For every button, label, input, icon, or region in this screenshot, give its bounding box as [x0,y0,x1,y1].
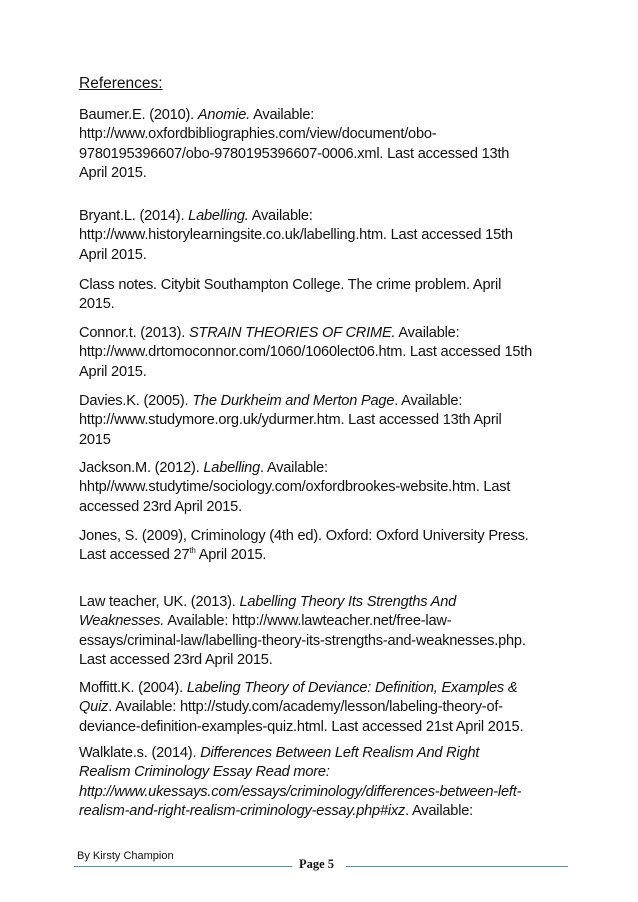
ref-text-line: Class notes. Citybit Southampton College. The crime problem. April [79,277,502,293]
ref-date-line: 2015. [79,296,115,313]
ref-title: Labelling [203,460,260,476]
ref-author: Baumer.E. (2010). [79,107,198,123]
reference-entry [79,106,569,183]
reference-entry [79,593,569,670]
references-heading: References: [79,75,163,92]
reference-entry [79,207,569,265]
ref-author: Law teacher, UK. (2013). [79,594,240,610]
ref-date-line: 2015 [79,431,111,448]
ref-author: Davies.K. (2005). [79,393,193,409]
ref-url-line: essays/criminal-law/labelling-theory-its-strengths-and-weaknesses.php. [79,632,526,649]
footer-rule-left [74,866,292,867]
ref-author: Moffitt.K. (2004). [79,680,187,696]
ref-author: Bryant.L. (2014). [79,208,189,224]
reference-entry [79,527,569,566]
reference-entry [79,679,569,737]
reference-entry [79,744,569,821]
reference-entry [79,324,569,382]
ref-available: Available: [250,107,315,123]
ref-available: . Available: [394,393,463,409]
ref-url-line: 9780195396607/obo-9780195396607-0006.xml. Last accessed 13th [79,145,510,162]
ref-date-text: Last accessed 27 [79,547,190,564]
ref-url-line: http://www.oxfordbibliographies.com/view/document/obo- [79,126,437,143]
ref-available: Available: [248,208,313,224]
ref-author: Walklate.s. (2014). [79,745,201,761]
page-number: Page 5 [299,857,335,871]
ref-title: Anomie. [197,107,251,123]
ref-url-line: deviance-definition-examples-quiz.html. Last accessed 21st April 2015. [79,718,524,735]
ref-title: Differences Between Left Realism And Right [200,745,480,761]
ref-url-line: realism-and-right-realism-criminology-essay.php#ixz [79,802,406,819]
ref-title: STRAIN THEORIES OF CRIME. [188,325,396,341]
ref-title: Labelling. [188,208,249,224]
ref-date-line: accessed 23rd April 2015. [79,498,242,515]
reference-entry [79,392,569,450]
ref-author: Jackson.M. (2012). [79,460,204,476]
ref-url-line: http://www.drtomoconnor.com/1060/1060lect06.htm. Last accessed 15th [79,344,533,361]
reference-entry [79,459,569,517]
footer-rule-right [346,866,568,867]
ref-available: Available: [395,325,460,341]
ref-date-line: April 2015. [79,363,147,380]
ref-url-line: http://www.ukessays.com/essays/criminology/differences-between-left- [79,783,522,800]
ref-available: . Available: [405,802,474,819]
footer-author: By Kirsty Champion [77,850,174,862]
ref-text-line: Jones, S. (2009), Criminology (4th ed). Oxford: Oxford University Press. [79,528,529,544]
ref-title: Labelling Theory Its Strengths And [239,594,457,610]
ref-date-line: April 2015. [79,164,147,181]
ref-title: Realism Criminology Essay Read more: [79,764,330,781]
ref-date-text: April 2015. [195,547,267,564]
ref-date-line: April 2015. [79,246,147,263]
ref-url-line: http://www.studymore.org.uk/ydurmer.htm. Last accessed 13th April [79,412,502,429]
ref-title: Labeling Theory of Deviance: Definition, Examples & [186,680,518,696]
ordinal-suffix: th [189,546,196,556]
ref-title: The Durkheim and Merton Page [192,393,395,409]
ref-author: Connor.t. (2013). [79,325,189,341]
ref-date-line: Last accessed 23rd April 2015. [79,651,273,668]
ref-available: Available: http://www.lawteacher.net/free-law- [164,613,452,630]
reference-entry [79,276,569,315]
ref-available: . Available: [259,460,328,476]
ref-url-line: hhtp//www.studytime/sociology.com/oxfordbrookes-website.htm. Last [79,479,511,496]
ref-title: Weaknesses. [79,613,165,630]
ref-url-line: http://www.historylearningsite.co.uk/labelling.htm. Last accessed 15th [79,227,513,244]
ref-available: . Available: http://study.com/academy/lesson/labeling-theory-of- [108,699,503,716]
ref-title: Quiz [79,699,109,716]
